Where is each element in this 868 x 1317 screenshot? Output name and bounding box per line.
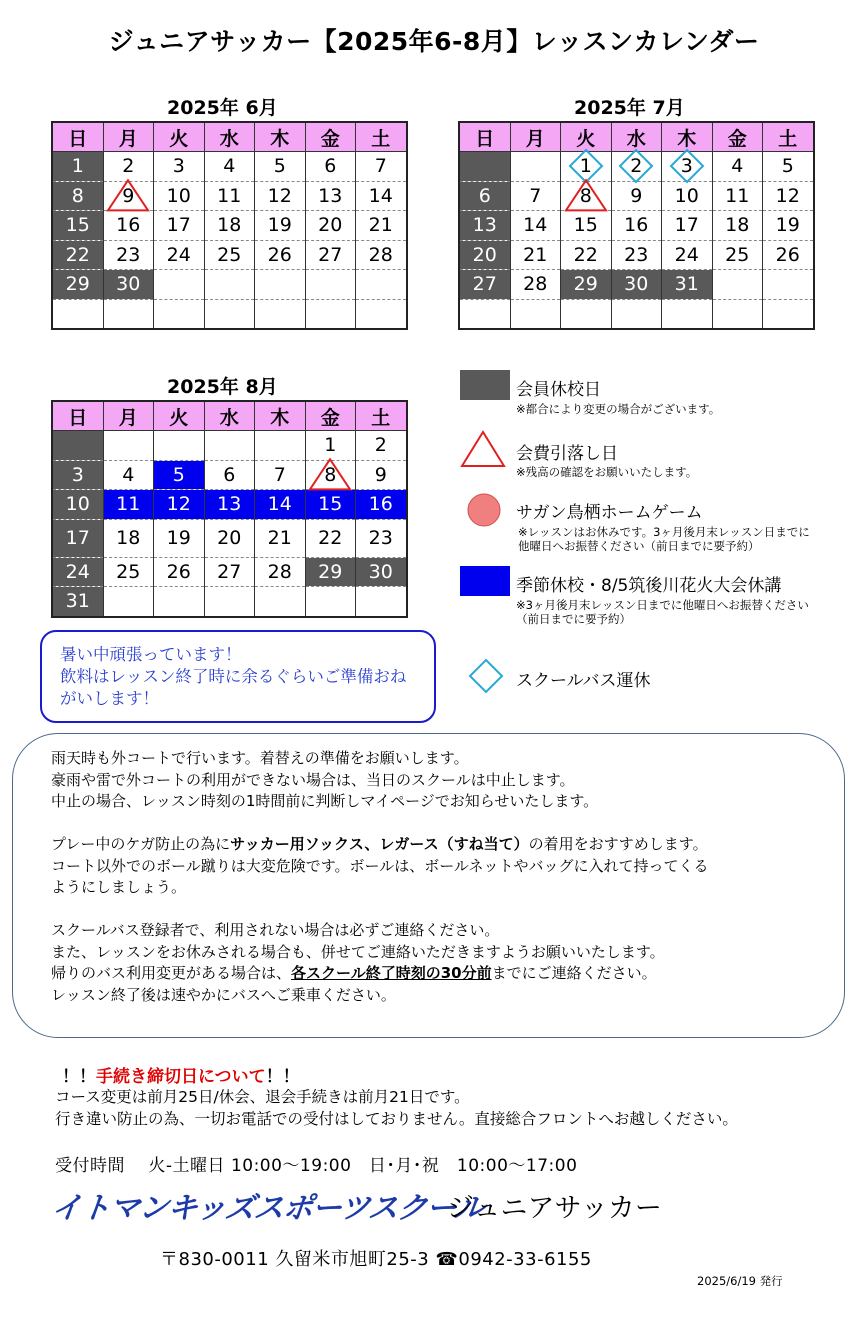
day-cell: 25 bbox=[204, 240, 255, 270]
day-cell: 23 bbox=[611, 240, 662, 270]
issued-date: 2025/6/19 発行 bbox=[697, 1274, 783, 1288]
day-cell bbox=[305, 270, 356, 300]
day-cell: 6 bbox=[459, 181, 510, 211]
weekday-mon: 月 bbox=[103, 122, 154, 152]
closed-swatch-icon bbox=[460, 370, 510, 400]
page-title: ジュニアサッカー【2025年6-8月】レッスンカレンダー bbox=[108, 27, 760, 56]
legend-label: スクールバス運休 bbox=[516, 671, 651, 691]
exclamation-marks: ！！ bbox=[265, 1067, 300, 1087]
day-cell: 26 bbox=[763, 240, 814, 270]
day-cell: 27 bbox=[305, 240, 356, 270]
day-cell: 22 bbox=[52, 240, 103, 270]
day-cell bbox=[154, 431, 205, 461]
deadline-heading bbox=[62, 1062, 300, 1087]
legend-note: ※レッスンはお休みです。3ヶ月後月末レッスン日までに他曜日へお振替ください（前日までに要予約） bbox=[518, 525, 810, 553]
day-cell: 29 bbox=[305, 557, 356, 587]
day-cell: 9 bbox=[356, 460, 407, 490]
weekday-thu: 木 bbox=[255, 401, 306, 431]
day-cell: 11 bbox=[204, 181, 255, 211]
day-cell bbox=[154, 587, 205, 617]
day-cell bbox=[662, 299, 713, 329]
weekday-sat: 土 bbox=[356, 401, 407, 431]
day-cell: 22 bbox=[561, 240, 612, 270]
day-cell: 29 bbox=[561, 270, 612, 300]
day-cell bbox=[356, 587, 407, 617]
weekday-tue: 火 bbox=[154, 122, 205, 152]
notice-line: 暑い中頑張っています！ bbox=[60, 645, 242, 664]
day-cell bbox=[154, 270, 205, 300]
day-cell: 3 bbox=[154, 152, 205, 182]
day-cell: 14 bbox=[510, 211, 561, 241]
day-cell: 10 bbox=[662, 181, 713, 211]
weekday-wed: 水 bbox=[204, 401, 255, 431]
day-cell-bus-suspended: 2 bbox=[611, 152, 662, 182]
info-box bbox=[12, 733, 845, 1038]
day-cell bbox=[763, 270, 814, 300]
day-cell-fee-day: 8 bbox=[561, 181, 612, 211]
day-cell: 2 bbox=[103, 152, 154, 182]
day-cell: 27 bbox=[204, 557, 255, 587]
season-break-swatch-icon bbox=[460, 566, 510, 596]
legend-note: ※残高の確認をお願いいたします。 bbox=[516, 465, 698, 479]
info-line: また、レッスンをお休みされる場合も、併せてご連絡いただきますようお願いいたします。 bbox=[51, 942, 665, 961]
day-cell bbox=[255, 431, 306, 461]
day-cell: 30 bbox=[103, 270, 154, 300]
day-cell-fee-day: 8 bbox=[305, 460, 356, 490]
day-cell: 7 bbox=[356, 152, 407, 182]
day-cell bbox=[305, 299, 356, 329]
day-cell bbox=[611, 299, 662, 329]
notice-line: 行き違い防止の為、一切お電話での受付はしておりません。直接総合フロントへお越しください。 bbox=[55, 1110, 738, 1128]
day-cell: 29 bbox=[52, 270, 103, 300]
info-emphasis: 各スクール終了時刻の30分前 bbox=[291, 964, 492, 982]
day-cell: 3 bbox=[52, 460, 103, 490]
day-cell: 10 bbox=[154, 181, 205, 211]
day-cell bbox=[356, 270, 407, 300]
deadline-notice bbox=[55, 1086, 738, 1130]
calendar-grid-august bbox=[51, 400, 408, 618]
day-cell: 23 bbox=[103, 240, 154, 270]
day-cell: 25 bbox=[103, 557, 154, 587]
day-cell: 5 bbox=[255, 152, 306, 182]
calendar-title-august: 2025年 8月 bbox=[167, 376, 278, 398]
day-cell: 16 bbox=[356, 490, 407, 520]
weekday-fri: 金 bbox=[305, 122, 356, 152]
day-cell: 30 bbox=[356, 557, 407, 587]
weekday-fri: 金 bbox=[712, 122, 763, 152]
day-cell: 12 bbox=[763, 181, 814, 211]
weekday-tue: 火 bbox=[561, 122, 612, 152]
weekday-mon: 月 bbox=[103, 401, 154, 431]
day-cell: 17 bbox=[662, 211, 713, 241]
weekday-sun: 日 bbox=[52, 122, 103, 152]
info-line: 帰りのバス利用変更がある場合は、各スクール終了時刻の30分前までにご連絡ください。 bbox=[51, 964, 657, 982]
day-cell bbox=[561, 299, 612, 329]
day-cell-fee-day: 9 bbox=[103, 181, 154, 211]
day-cell: 5 bbox=[763, 152, 814, 182]
weekday-wed: 水 bbox=[611, 122, 662, 152]
weekday-tue: 火 bbox=[154, 401, 205, 431]
day-cell: 26 bbox=[255, 240, 306, 270]
day-cell-bus-suspended: 1 bbox=[561, 152, 612, 182]
day-cell: 18 bbox=[103, 519, 154, 557]
day-cell: 4 bbox=[204, 152, 255, 182]
day-cell: 8 bbox=[52, 181, 103, 211]
day-cell: 31 bbox=[52, 587, 103, 617]
calendar-grid-june bbox=[51, 121, 408, 330]
day-cell: 28 bbox=[255, 557, 306, 587]
day-cell: 30 bbox=[611, 270, 662, 300]
calendar-grid-july bbox=[458, 121, 815, 330]
info-line: 中止の場合、レッスン時刻の1時間前に判断しマイページでお知らせいたします。 bbox=[51, 792, 599, 810]
info-line: プレー中のケガ防止の為にサッカー用ソックス、レガース（すね当て）の着用をおすすめします。 bbox=[51, 835, 708, 853]
day-cell: 19 bbox=[255, 211, 306, 241]
hydration-notice bbox=[40, 630, 436, 723]
info-emphasis: サッカー用ソックス、レガース（すね当て） bbox=[230, 835, 529, 853]
fee-triangle-icon bbox=[460, 430, 506, 468]
day-cell: 24 bbox=[154, 240, 205, 270]
day-cell bbox=[255, 299, 306, 329]
day-cell: 24 bbox=[662, 240, 713, 270]
day-cell: 18 bbox=[204, 211, 255, 241]
day-cell-bus-suspended: 3 bbox=[662, 152, 713, 182]
day-cell: 14 bbox=[255, 490, 306, 520]
day-cell bbox=[103, 431, 154, 461]
day-cell: 24 bbox=[52, 557, 103, 587]
day-cell bbox=[52, 431, 103, 461]
day-cell bbox=[204, 270, 255, 300]
weekday-sat: 土 bbox=[763, 122, 814, 152]
day-cell: 1 bbox=[305, 431, 356, 461]
day-cell bbox=[459, 299, 510, 329]
calendar-title-july: 2025年 7月 bbox=[574, 97, 685, 119]
info-line: 豪雨や雷で外コートの利用ができない場合は、当日のスクールは中止します。 bbox=[51, 770, 575, 789]
calendar-june bbox=[51, 97, 408, 330]
day-cell: 11 bbox=[712, 181, 763, 211]
legend-note: ※都合により変更の場合がございます。 bbox=[516, 402, 721, 416]
legend-note: ※3ヶ月後月末レッスン日までに他曜日へお振替ください（前日までに要予約） bbox=[516, 598, 809, 626]
weekday-thu: 木 bbox=[255, 122, 306, 152]
day-cell: 20 bbox=[459, 240, 510, 270]
day-cell: 16 bbox=[611, 211, 662, 241]
day-cell: 12 bbox=[255, 181, 306, 211]
day-cell bbox=[712, 270, 763, 300]
day-cell: 15 bbox=[305, 490, 356, 520]
day-cell: 31 bbox=[662, 270, 713, 300]
day-cell: 19 bbox=[154, 519, 205, 557]
day-cell bbox=[459, 152, 510, 182]
day-cell bbox=[356, 299, 407, 329]
notice-line: がいします！ bbox=[60, 689, 159, 708]
day-cell bbox=[712, 299, 763, 329]
day-cell: 15 bbox=[52, 211, 103, 241]
day-cell bbox=[305, 587, 356, 617]
deadline-label: 手続き締切日について bbox=[96, 1067, 266, 1087]
day-cell: 6 bbox=[204, 460, 255, 490]
day-cell: 15 bbox=[561, 211, 612, 241]
notice-line: 飲料はレッスン終了時に余るぐらいご準備おね bbox=[60, 667, 407, 686]
home-game-circle-icon bbox=[466, 492, 502, 528]
weekday-wed: 水 bbox=[204, 122, 255, 152]
calendar-july bbox=[458, 97, 815, 330]
day-cell bbox=[255, 587, 306, 617]
day-cell: 13 bbox=[204, 490, 255, 520]
day-cell bbox=[103, 587, 154, 617]
day-cell: 7 bbox=[510, 181, 561, 211]
weekday-thu: 木 bbox=[662, 122, 713, 152]
info-line: コート以外でのボール蹴りは大変危険です。ボールは、ボールネットやバッグに入れて持ってくる bbox=[51, 856, 709, 875]
legend-label: 季節休校・8/5筑後川花火大会休講 bbox=[516, 576, 782, 596]
weekday-sun: 日 bbox=[459, 122, 510, 152]
day-cell: 27 bbox=[459, 270, 510, 300]
legend-label: 会員休校日 bbox=[516, 380, 601, 400]
info-line: スクールバス登録者で、利用されない場合は必ずご連絡ください。 bbox=[51, 921, 500, 939]
day-cell: 16 bbox=[103, 211, 154, 241]
reception-hours: 受付時間 火-土曜日 10:00～19:00 日･月･祝 10:00～17:00 bbox=[55, 1156, 578, 1176]
day-cell: 1 bbox=[52, 152, 103, 182]
day-cell: 25 bbox=[712, 240, 763, 270]
day-cell: 22 bbox=[305, 519, 356, 557]
day-cell: 26 bbox=[154, 557, 205, 587]
weekday-mon: 月 bbox=[510, 122, 561, 152]
day-cell: 4 bbox=[712, 152, 763, 182]
weekday-sat: 土 bbox=[356, 122, 407, 152]
day-cell: 14 bbox=[356, 181, 407, 211]
day-cell: 4 bbox=[103, 460, 154, 490]
day-cell bbox=[510, 152, 561, 182]
day-cell: 13 bbox=[459, 211, 510, 241]
day-cell: 20 bbox=[204, 519, 255, 557]
day-cell: 11 bbox=[103, 490, 154, 520]
day-cell: 17 bbox=[52, 519, 103, 557]
day-cell bbox=[204, 299, 255, 329]
day-cell bbox=[52, 299, 103, 329]
day-cell: 18 bbox=[712, 211, 763, 241]
day-cell bbox=[204, 587, 255, 617]
info-line: 雨天時も外コートで行います。着替えの準備をお願いします。 bbox=[51, 749, 469, 767]
day-cell: 21 bbox=[356, 211, 407, 241]
day-cell: 20 bbox=[305, 211, 356, 241]
day-cell bbox=[103, 299, 154, 329]
calendar-august bbox=[51, 376, 408, 618]
day-cell bbox=[204, 431, 255, 461]
day-cell: 17 bbox=[154, 211, 205, 241]
info-line: レッスン終了後は速やかにバスへご乗車ください。 bbox=[51, 985, 396, 1004]
day-cell: 28 bbox=[356, 240, 407, 270]
day-cell bbox=[763, 299, 814, 329]
notice-line: コース変更は前月25日/休会、退会手続きは前月21日です。 bbox=[55, 1088, 470, 1106]
day-cell: 21 bbox=[510, 240, 561, 270]
day-cell bbox=[255, 270, 306, 300]
day-cell: 19 bbox=[763, 211, 814, 241]
day-cell: 7 bbox=[255, 460, 306, 490]
weekday-fri: 金 bbox=[305, 401, 356, 431]
program-name: ジュニアサッカー bbox=[447, 1193, 662, 1224]
calendar-title-june: 2025年 6月 bbox=[167, 97, 278, 119]
school-logo: イトマンキッズスポーツスクール bbox=[49, 1191, 486, 1226]
day-cell: 12 bbox=[154, 490, 205, 520]
day-cell: 10 bbox=[52, 490, 103, 520]
exclamation-marks: ！！ bbox=[62, 1067, 96, 1087]
bus-diamond-icon bbox=[468, 658, 504, 694]
day-cell bbox=[510, 299, 561, 329]
day-cell: 28 bbox=[510, 270, 561, 300]
legend-label: サガン鳥栖ホームゲーム bbox=[516, 503, 703, 523]
info-line: ようにしましょう。 bbox=[51, 878, 187, 896]
day-cell: 21 bbox=[255, 519, 306, 557]
day-cell: 9 bbox=[611, 181, 662, 211]
weekday-sun: 日 bbox=[52, 401, 103, 431]
day-cell: 23 bbox=[356, 519, 407, 557]
address: 〒830-0011 久留米市旭町25-3 ☎0942-33-6155 bbox=[160, 1249, 592, 1270]
day-cell bbox=[154, 299, 205, 329]
legend-label: 会費引落し日 bbox=[516, 444, 618, 464]
day-cell: 5 bbox=[154, 460, 205, 490]
day-cell: 13 bbox=[305, 181, 356, 211]
day-cell: 2 bbox=[356, 431, 407, 461]
day-cell: 6 bbox=[305, 152, 356, 182]
